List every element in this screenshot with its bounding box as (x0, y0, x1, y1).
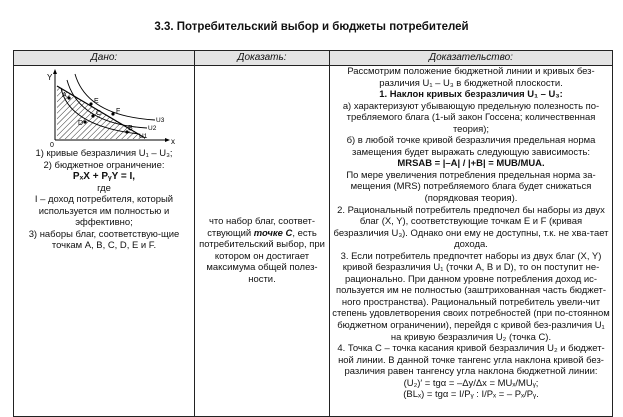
proof-tangent-u2: (U₂)′ = tgα = –Δy/Δx = MUₓ/MUᵧ; (403, 377, 539, 389)
point-d (83, 120, 86, 123)
given-income: I – доход потребителя, который используется им полностью и эффективно; (34, 194, 174, 229)
proof-mrs-formula: MRSAB = |–A| / |+B| = MUB/MUA. (397, 158, 545, 170)
prove-cell (195, 66, 330, 417)
given-1: 1) кривые безразличия U₁ – U₃; (35, 148, 173, 159)
label-b: B (128, 125, 133, 132)
point-f (111, 112, 114, 115)
label-c: C (96, 110, 102, 117)
given-3: 3) наборы благ, соответствую-щие точкам A, B, C, D, E и F. (28, 228, 180, 252)
proof-point-2: 2. Рациональный потребитель предпочел бы наборы из двух благ (X, Y), соответствующие точкам E и F (кривая безразличия U₃). Однако они ему не доступны, т.к. не хва-тает дохода. (333, 204, 609, 251)
page-title: 3.3. Потребительский выбор и бюджеты потребителей (154, 21, 469, 33)
given-where: где (97, 182, 111, 194)
proof-heading-1: 1. Наклон кривых безразличия U₁ – U₃: (379, 89, 563, 101)
table-header-row (14, 51, 613, 66)
label-u1: U1 (139, 133, 148, 140)
header-prove: Доказать: (195, 51, 330, 66)
label-e: E (94, 98, 99, 105)
header-proof: Доказательство: (330, 51, 613, 66)
point-e (89, 102, 92, 105)
header-given: Дано: (14, 51, 195, 66)
x-axis-arrow (165, 138, 170, 142)
proof-tangent-bl: (BLₓ) = tgα = I/Pᵧ : I/Pₓ = – Pₓ/Pᵧ. (403, 389, 539, 401)
given-2: 2) бюджетное ограничение: (43, 159, 165, 171)
prove-point: точке C (253, 227, 293, 239)
label-u2: U2 (148, 125, 157, 132)
prove-text: что набор благ, соответ-ствующий точке C, есть потребительский выбор, при котором он достигает максимума общей полез-ности. (199, 216, 325, 285)
proof-intro: Рассмотрим положение бюджетной линии и кривых без-различия U₁ – U₃ в бюджетной плоскости. (347, 66, 595, 89)
label-zero: 0 (50, 142, 54, 148)
proof-cell (330, 66, 613, 417)
proof-point-4: 4. Точка C – точка касания кривой безразличия U₂ и бюджет-ной линии. В данной точке тангенс угла наклона кривой без-различия равен тангенсу угла наклона бюджетной линии: (337, 343, 605, 378)
proof-point-3: 3. Если потребитель предпочтет наборы из двух благ (X, Y) кривой безразличия U₁ (точки A, B и D), то он поступит не-рационально. При данном уровне потребления доход ис-пользуется им не полностью (заштрихованная часть бюджет-ного пространства). Рациональный потребитель увели-чит степень удовлетворения своих потребностей (при по-стоянном бюджетном ограничении), перейдя с кривой без-различия U₁ на кривую безразличия U₂ (точка C). (332, 250, 610, 343)
label-x: x (171, 137, 175, 146)
label-y: Y (47, 73, 53, 82)
given-budget-formula: PₓX + PᵧY = I, (72, 171, 136, 183)
indifference-graph (17, 68, 192, 148)
proof-b: б) в любой точке кривой безразличия предельная норма замещения будет выражать следующую зависимость: (346, 135, 596, 158)
point-a (67, 96, 70, 99)
y-axis-arrow (53, 69, 57, 74)
label-a: A (62, 92, 67, 99)
label-d: D (78, 120, 84, 127)
label-f: F (116, 108, 121, 115)
proof-a: а) характеризуют убывающую предельную полезность по-требляемого блага (1-ый закон Госсена; количественная теория); (342, 100, 600, 135)
given-cell (14, 66, 195, 417)
table-body-row (14, 66, 613, 417)
point-c (91, 114, 94, 117)
label-u3: U3 (156, 117, 165, 124)
proof-mrs-note: По мере увеличения потребления предельная норма за-мещения (MRS) потребляемого блага будет снижаться (порядковая теория). (346, 169, 596, 205)
proof-table (13, 50, 613, 417)
